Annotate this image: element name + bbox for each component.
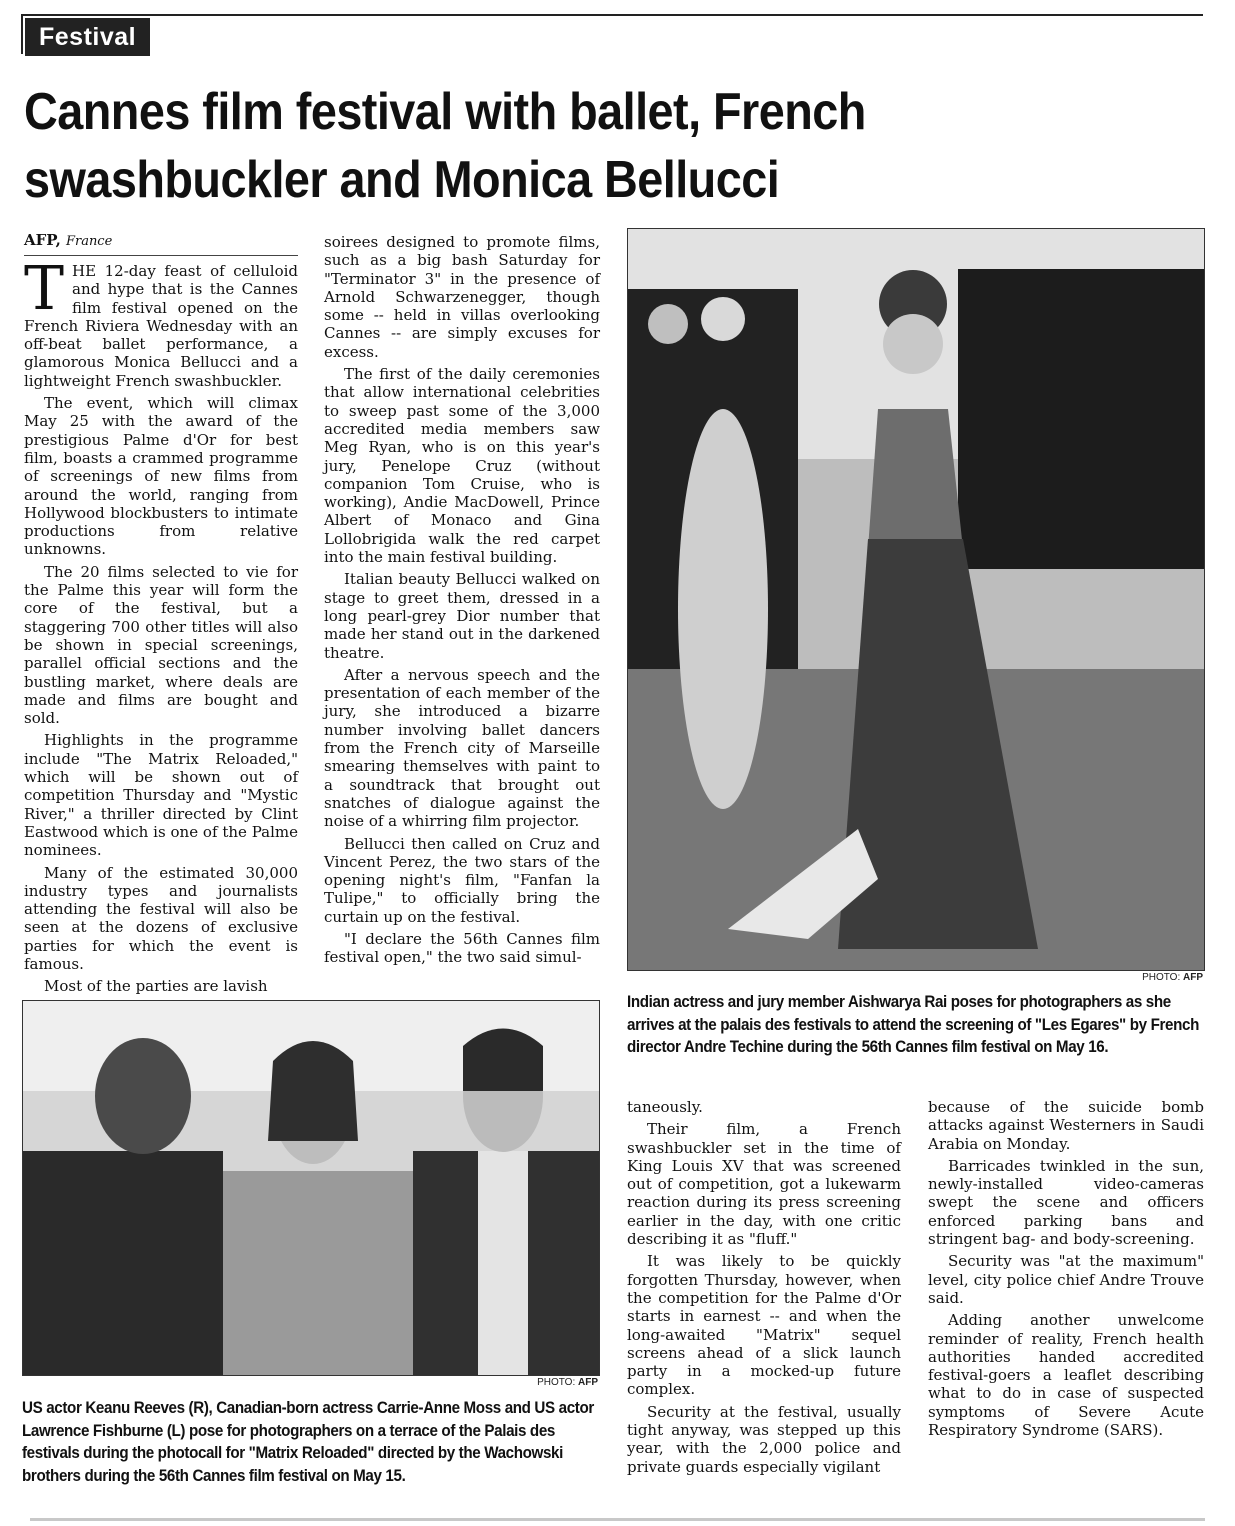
article-column-4 xyxy=(928,1098,1204,1439)
article-column-1 xyxy=(24,254,298,996)
left-rule xyxy=(21,14,23,54)
article-paragraph: Adding another unwelcome reminder of reality, French health authorities handed accredited festival-goers a leaflet describing what to do in case of suspected symptoms of Severe Acute Respiratory Syndrome (SARS). xyxy=(928,1311,1204,1440)
article-paragraph: Highlights in the programme include "The Matrix Reloaded," which will be shown out of competition Thursday and "Mystic River," a thriller directed by Clint Eastwood which is one of the Palme nominees. xyxy=(24,731,298,860)
article-paragraph: After a nervous speech and the presentation of each member of the jury, she introduced a bizarre number involving ballet dancers from the French city of Marseille smearing themselves with paint to a soundtrack that brought out snatches of dialogue against the noise of a whirring film projector. xyxy=(324,665,600,831)
credit-agency: AFP xyxy=(1183,972,1203,983)
article-paragraph: "I declare the 56th Cannes film festival open," the two said simul- xyxy=(324,929,600,967)
byline xyxy=(24,230,298,256)
main-photo xyxy=(627,228,1205,971)
secondary-photo-illustration xyxy=(23,1001,599,1375)
article-paragraph: soirees designed to promote films, such as a big bash Saturday for "Terminator 3" in the presence of Arnold Schwarzenegger, though some -- held in villas overlooking Cannes -- are simply excuses for excess. xyxy=(324,233,600,361)
credit-prefix: PHOTO: xyxy=(537,1377,576,1388)
secondary-photo xyxy=(22,1000,600,1376)
top-rule xyxy=(22,14,1203,16)
headline: Cannes film festival with ballet, French swashbuckler and Monica Bellucci xyxy=(24,83,866,209)
article-paragraph: Their film, a French swashbuckler set in the time of King Louis XV that was screened out of competition, got a lukewarm reaction during its press screening earlier in the day, with one critic describing it as "fluff." xyxy=(627,1120,901,1249)
article-paragraph xyxy=(24,254,298,390)
article-column-2 xyxy=(324,233,600,967)
bottom-rule xyxy=(30,1518,1205,1521)
section-tag: Festival xyxy=(25,18,150,56)
article-column-3 xyxy=(627,1098,901,1476)
byline-location: France xyxy=(65,234,113,249)
article-paragraph: It was likely to be quickly forgotten Thursday, however, when the competition for the Palme d'Or starts in earnest -- and when the long-awaited "Matrix" sequel screens ahead of a slick launch party in a mocked-up future complex. xyxy=(627,1252,901,1399)
article-paragraph: taneously. xyxy=(627,1098,703,1116)
photo-credit xyxy=(1000,972,1203,983)
article-paragraph: Barricades twinkled in the sun, newly-installed video-cameras swept the scene and officers enforced parking bans and stringent bag- and body-screening. xyxy=(928,1156,1204,1249)
article-paragraph: Security at the festival, usually tight anyway, was stepped up this year, with the 2,000 police and private guards especially vigilant xyxy=(627,1402,901,1476)
lead-text: HE 12-day feast of celluloid and hype that is the Cannes film festival opened on the French Riviera Wednesday with an off-beat ballet performance, a glamorous Monica Bellucci and a lightweight French swashbuckler. xyxy=(24,262,298,390)
article-paragraph: The 20 films selected to vie for the Palme this year will form the core of the festival, but a staggering 700 other titles will also be shown in special screenings, parallel official sections and the bustling market, where deals are made and films are bought and sold. xyxy=(24,562,298,728)
article-paragraph: Security was "at the maximum" level, city police chief Andre Trouve said. xyxy=(928,1252,1204,1307)
article-paragraph: Many of the estimated 30,000 industry types and journalists attending the festival will also be seen at the dozens of exclusive parties for which the event is famous. xyxy=(24,863,298,973)
article-paragraph: The first of the daily ceremonies that allow international celebrities to sweep past some of the 3,000 accredited media members saw Meg Ryan, who is on this year's jury, Penelope Cruz (without companion Tom Cruise, who is working), Andie MacDowell, Prince Albert of Monaco and Gina Lollobrigida walk the red carpet into the main festival building. xyxy=(324,365,600,567)
article-paragraph: Most of the parties are lavish xyxy=(44,977,268,996)
article-paragraph: Bellucci then called on Cruz and Vincent Perez, the two stars of the opening night's film, "Fanfan la Tulipe," to officially bring the curtain up on the festival. xyxy=(324,834,600,926)
article-paragraph: The event, which will climax May 25 with the award of the prestigious Palme d'Or for best film, boasts a crammed programme of screenings of new films from around the world, ranging from Hollywood blockbusters to intimate productions from relative unknowns. xyxy=(24,394,298,559)
secondary-photo-caption: US actor Keanu Reeves (R), Canadian-born actress Carrie-Anne Moss and US actor Lawrence Fishburne (L) pose for photographers on a terrace of the Palais des festivals during the photocall for "Matrix Reloaded" directed by the Wachowski brothers during the 56th Cannes film festival on May 15. xyxy=(22,1399,594,1485)
article-paragraph: because of the suicide bomb attacks against Westerners in Saudi Arabia on Monday. xyxy=(928,1098,1204,1153)
article-paragraph: Italian beauty Bellucci walked on stage to greet them, dressed in a long pearl-grey Dior number that made her stand out in the darkened theatre. xyxy=(324,570,600,662)
main-photo-caption: Indian actress and jury member Aishwarya Rai poses for photographers as she arrives at the palais des festivals to attend the screening of "Les Egares" by French director Andre Techine during the 56th Cannes film festival on May 16. xyxy=(627,993,1199,1056)
byline-agency: AFP, xyxy=(24,231,61,249)
main-photo-illustration xyxy=(628,229,1204,970)
credit-agency: AFP xyxy=(578,1377,598,1388)
photo-credit xyxy=(400,1377,598,1388)
credit-prefix: PHOTO: xyxy=(1142,972,1181,983)
dropcap: T xyxy=(24,254,65,324)
